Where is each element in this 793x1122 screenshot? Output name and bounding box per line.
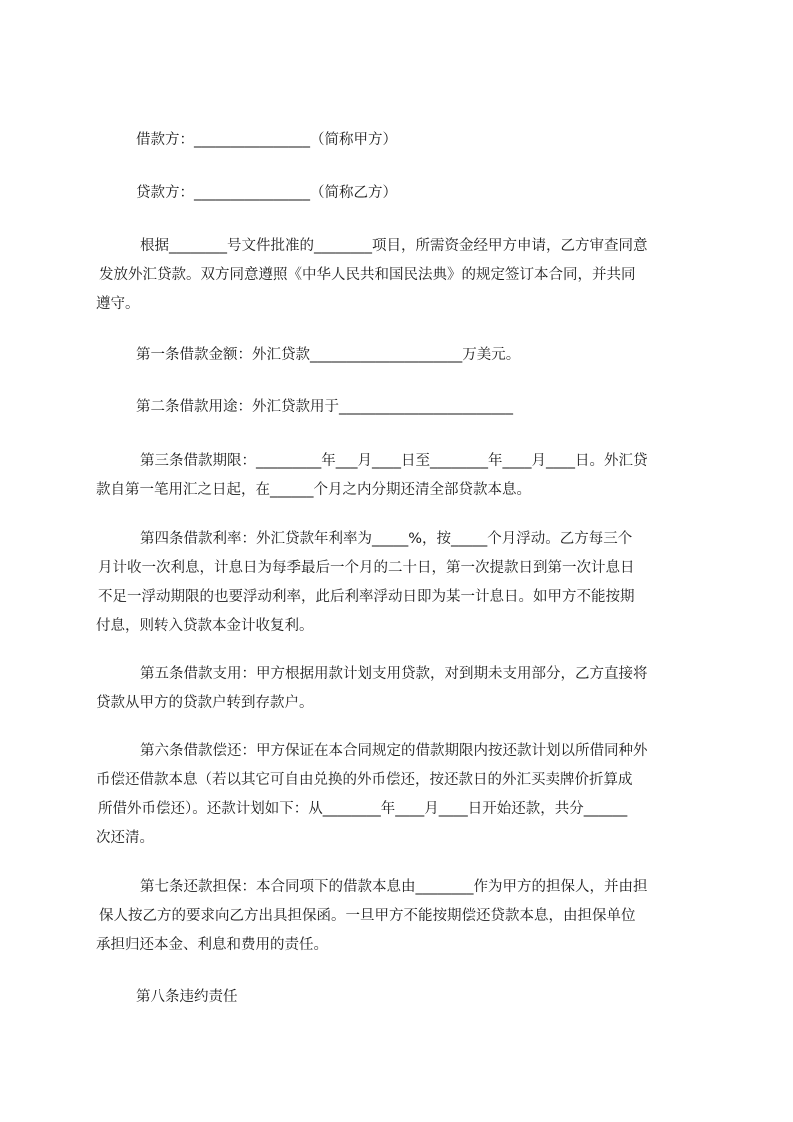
article-5-drawdown: 第五条借款支用：甲方根据用款计划支用贷款，对到期未支用部分，乙方直接将 贷款从甲方的贷款户转到存款户。 [96, 666, 648, 711]
article-4-interest: 第四条借款利率：外汇贷款年利率为_____%，按_____个月浮动。乙方每三个 月计收一次利息，计息日为每季最后一个月的二十日，第一次提款日到第一次计息日 不足一浮动期限的也要浮动利率，此后利率浮动日即为某一计息日。如甲方不能按期 付息，则转入贷款本金计收复利。 [96, 531, 635, 634]
article-6-repayment: 第六条借款偿还：甲方保证在本合同规定的借款期限内按还款计划以所借同种外 币偿还借款本息（若以其它可自由兑换的外币偿还，按还款日的外汇买卖牌价折算成 所借外币偿还）。还款计划如下：从________年____月____日开始还款，共分______ 次还清。 [96, 743, 648, 846]
article-1-amount: 第一条借款金额：外汇贷款_____________________万美元。 [136, 347, 521, 363]
article-3-term: 第三条借款期限：_________年___月____日至________年____月____日。外汇贷 款自第一笔用汇之日起，在______个月之内分期还清全部贷款本息。 [96, 453, 648, 498]
article-8-breach: 第八条违约责任 [136, 989, 238, 1005]
preamble-paragraph: 根据________号文件批准的________项目，所需资金经甲方申请，乙方审查同意 发放外汇贷款。双方同意遵照《中华人民共和国民法典》的规定签订本合同，并共同 遵守。 [96, 238, 648, 312]
article-7-guarantee: 第七条还款担保：本合同项下的借款本息由________作为甲方的担保人，并由担 保人按乙方的要求向乙方出具担保函。一旦甲方不能按期偿还贷款本息，由担保单位 承担归还本金、利息和费用的责任。 [96, 879, 648, 953]
lender-line: 贷款方：________________（简称乙方） [136, 185, 397, 201]
borrower-line: 借款方：________________（简称甲方） [136, 132, 397, 148]
article-2-purpose: 第二条借款用途：外汇贷款用于________________________ [136, 399, 513, 415]
